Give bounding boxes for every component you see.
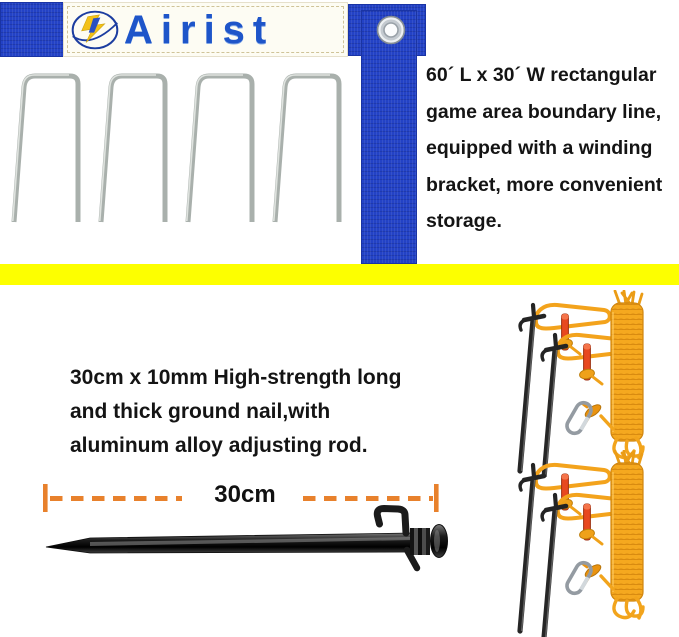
boundary-strap-vertical [361, 10, 417, 264]
brand-wordmark: Airist [124, 7, 275, 52]
brand-label [63, 2, 348, 57]
airist-logo-icon [70, 7, 120, 53]
yellow-divider [0, 264, 679, 285]
text-line: storage. [426, 210, 502, 233]
text-line: aluminum alloy adjusting rod. [70, 434, 368, 457]
rope-kit-photo-top [489, 290, 679, 477]
measurement-value: 30cm [214, 481, 276, 508]
rope-kit-photo-bottom [489, 450, 679, 637]
text-line: game area boundary line, [426, 100, 662, 123]
text-line: and thick ground nail,with [70, 400, 331, 423]
text-line: 60´ L x 30´ W rectangular [426, 64, 657, 86]
ground-nail-illustration [38, 500, 452, 576]
text-line: equipped with a winding [426, 137, 653, 160]
boundary-line-description [426, 57, 679, 240]
boundary-strap-left-segment [0, 2, 64, 57]
grommet-eyelet-icon [376, 15, 406, 45]
text-line: 30cm x 10mm High-strength long [70, 366, 402, 389]
text-line: bracket, more convenient [426, 173, 663, 196]
u-shaped-ground-pins [8, 70, 356, 228]
ground-nail-description [70, 361, 470, 463]
